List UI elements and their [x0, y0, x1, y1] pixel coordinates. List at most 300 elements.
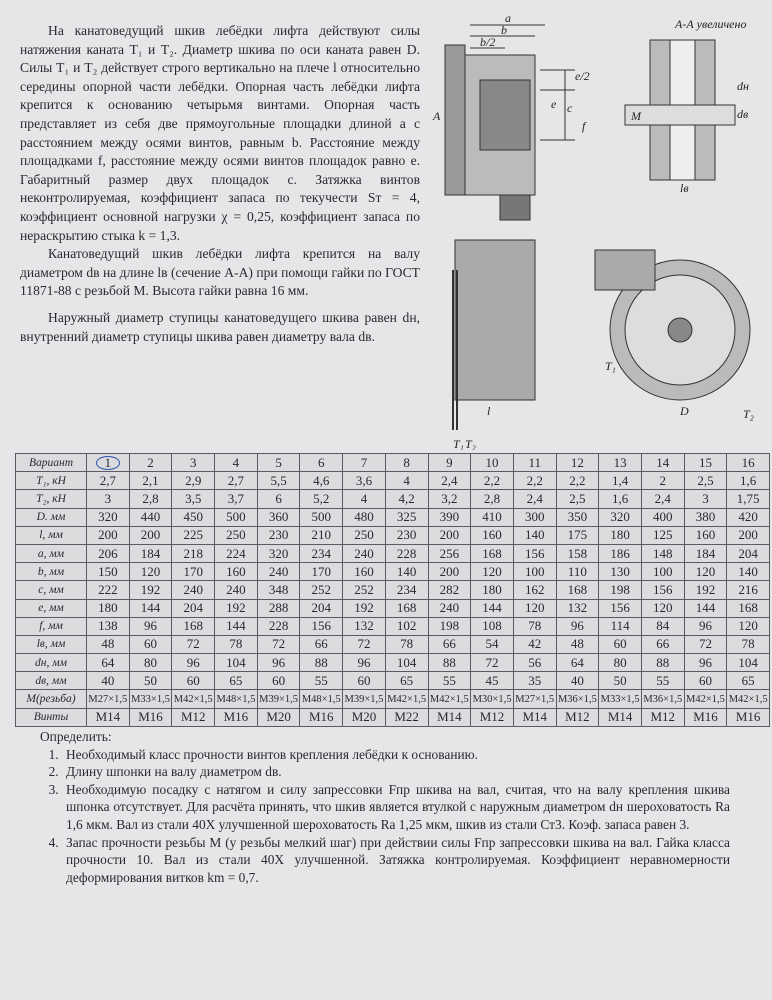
variant-number: 13 — [599, 454, 642, 472]
table-cell: 72 — [172, 635, 215, 653]
variant-number: 7 — [343, 454, 386, 472]
variant-number: 9 — [428, 454, 471, 472]
row-label: l, мм — [16, 526, 87, 544]
table-cell: 2,5 — [684, 472, 727, 490]
table-cell: 72 — [471, 654, 514, 672]
table-cell: 240 — [428, 599, 471, 617]
table-cell: 4 — [385, 472, 428, 490]
header-label: Вариант — [16, 454, 87, 472]
table-cell: 240 — [343, 544, 386, 562]
table-row — [16, 526, 770, 544]
table-cell: 180 — [599, 526, 642, 544]
table-cell: 204 — [727, 544, 770, 562]
table-cell: 60 — [257, 672, 300, 690]
variant-number: 16 — [727, 454, 770, 472]
table-cell: 180 — [87, 599, 130, 617]
table-cell: M20 — [343, 708, 386, 726]
table-cell: 72 — [684, 635, 727, 653]
table-cell: 65 — [385, 672, 428, 690]
table-cell: M14 — [87, 708, 130, 726]
table-cell: 184 — [684, 544, 727, 562]
table-cell: 72 — [343, 635, 386, 653]
table-cell: 222 — [87, 581, 130, 599]
table-cell: 480 — [343, 508, 386, 526]
table-cell: 2,9 — [172, 472, 215, 490]
label-dn: dн — [737, 79, 749, 93]
table-cell: M12 — [471, 708, 514, 726]
tasks-list — [40, 746, 730, 887]
table-cell: M36×1,5 — [556, 690, 599, 708]
table-cell: 5,5 — [257, 472, 300, 490]
table-cell: M42×1,5 — [727, 690, 770, 708]
table-cell: 200 — [727, 526, 770, 544]
table-cell: 400 — [641, 508, 684, 526]
table-cell: 168 — [385, 599, 428, 617]
table-cell: 228 — [257, 617, 300, 635]
table-cell: 350 — [556, 508, 599, 526]
task-item: 3. Необходимую посадку с натягом и силу запрессовки Fпр шкива на вал, считая, что на валу крепления шкива шпонка отсутствует. Для расчёта принять, что шкив является втулкой с наружным диаметром dн шероховатость Ra 1,6 мкм. Вал из стали 40Х улучшенной шероховатость Ra 1,25 мкм, шкив из стали Ст3. Коэф. запаса равен 3. — [62, 781, 730, 834]
table-cell: 1,6 — [727, 472, 770, 490]
variant-number — [87, 454, 130, 472]
table-cell: 186 — [599, 544, 642, 562]
table-cell: 144 — [684, 599, 727, 617]
table-cell: 88 — [428, 654, 471, 672]
table-cell: 256 — [428, 544, 471, 562]
problem-statement — [20, 22, 420, 346]
table-cell: 54 — [471, 635, 514, 653]
table-cell: 60 — [684, 672, 727, 690]
intro-paragraph-1: На канатоведущий шкив лебёдки лифта действуют силы натяжения каната T₁ и T₂. Диаметр шкива по оси каната равен D. Силы T₁ и T₂ действует строго вертикально на плече l относительно середины опорной части лебёдки. Опорная часть лебёдки лифта крепится к основанию четырьмя винтами. Опорная часть представляет из себя две прямоугольные площадки длиной a с расстоянием между осями винтов, равным b. Расстояние между площадками f, расстояние между осями винтов площадок равно e. Габаритный размер двух площадок c. Затяжка винтов неконтролируемая, коэффициент запаса по текучести Sт = 4, коэффициент основной нагрузки χ = 0,25, коэффициент запаса по нераскрытию стыка k = 1,3. — [20, 23, 420, 243]
table-cell: M14 — [513, 708, 556, 726]
table-cell: M27×1,5 — [87, 690, 130, 708]
row-label: T₁, кН — [16, 472, 87, 490]
table-cell: 96 — [172, 654, 215, 672]
table-cell: 320 — [257, 544, 300, 562]
table-cell: M39×1,5 — [343, 690, 386, 708]
table-cell: M20 — [257, 708, 300, 726]
table-cell: 348 — [257, 581, 300, 599]
table-cell: 120 — [727, 617, 770, 635]
table-cell: 206 — [87, 544, 130, 562]
table-cell: 3,5 — [172, 490, 215, 508]
row-label: T₂, кН — [16, 490, 87, 508]
table-cell: 84 — [641, 617, 684, 635]
winch-front-view — [453, 240, 535, 430]
table-cell: 320 — [87, 508, 130, 526]
table-cell: 168 — [172, 617, 215, 635]
row-label: lв, мм — [16, 635, 87, 653]
variant-number: 1 — [96, 456, 121, 470]
table-cell: 240 — [172, 581, 215, 599]
intro-paragraph-3: Наружный диаметр ступицы канатоведущего шкива равен dн, внутренний диаметр ступицы шкива равен диаметру вала dв. — [20, 309, 420, 344]
table-cell: 88 — [300, 654, 343, 672]
table-cell: 140 — [385, 563, 428, 581]
table-cell: 288 — [257, 599, 300, 617]
table-cell: 204 — [172, 599, 215, 617]
row-label: Винты — [16, 708, 87, 726]
table-cell: 250 — [343, 526, 386, 544]
table-cell: 96 — [257, 654, 300, 672]
task-item: 2. Длину шпонки на валу диаметром dв. — [62, 763, 730, 781]
table-cell: 4,2 — [385, 490, 428, 508]
table-cell: M12 — [556, 708, 599, 726]
row-label: f, мм — [16, 617, 87, 635]
table-cell: 228 — [385, 544, 428, 562]
table-cell: 96 — [684, 654, 727, 672]
table-cell: 2,2 — [513, 472, 556, 490]
table-cell: 78 — [215, 635, 258, 653]
intro-paragraph-2: Канатоведущий шкив лебёдки лифта крепится на валу диаметром dв на длине lв (сечение А-А) при помощи гайки по ГОСТ 11871-88 с резьбой M. Высота гайки равна 16 мм. — [20, 246, 420, 299]
table-cell: 500 — [215, 508, 258, 526]
table-cell: M30×1,5 — [471, 690, 514, 708]
table-cell: 3 — [684, 490, 727, 508]
table-cell: 204 — [300, 599, 343, 617]
table-cell: 108 — [471, 617, 514, 635]
label-c: c — [567, 101, 573, 115]
table-row — [16, 708, 770, 726]
table-cell: 2,7 — [87, 472, 130, 490]
table-cell: 88 — [641, 654, 684, 672]
table-cell: M33×1,5 — [599, 690, 642, 708]
table-cell: 282 — [428, 581, 471, 599]
table-cell: 210 — [300, 526, 343, 544]
table-cell: M42×1,5 — [428, 690, 471, 708]
table-cell: 156 — [513, 544, 556, 562]
table-cell: 104 — [385, 654, 428, 672]
table-cell: 200 — [129, 526, 172, 544]
table-cell: 144 — [471, 599, 514, 617]
winch-side-view — [445, 25, 575, 220]
table-cell: 160 — [215, 563, 258, 581]
table-cell: M36×1,5 — [641, 690, 684, 708]
table-cell: 1,75 — [727, 490, 770, 508]
table-row — [16, 563, 770, 581]
row-label: c, мм — [16, 581, 87, 599]
section-title: А-А увеличено — [675, 17, 747, 31]
table-cell: 55 — [300, 672, 343, 690]
table-cell: M48×1,5 — [215, 690, 258, 708]
table-cell: 64 — [556, 654, 599, 672]
tasks-section — [40, 728, 730, 886]
variant-number: 14 — [641, 454, 684, 472]
table-cell: 156 — [300, 617, 343, 635]
row-label: M(резьба) — [16, 690, 87, 708]
table-cell: 175 — [556, 526, 599, 544]
winch-drawing — [425, 10, 765, 450]
table-cell: 66 — [300, 635, 343, 653]
table-header-row — [16, 454, 770, 472]
table-cell: 125 — [641, 526, 684, 544]
table-cell: 3,2 — [428, 490, 471, 508]
table-cell: 224 — [215, 544, 258, 562]
variant-number: 15 — [684, 454, 727, 472]
table-cell: 240 — [215, 581, 258, 599]
table-cell: 4,6 — [300, 472, 343, 490]
label-section-a: А — [433, 109, 441, 123]
table-cell: 5,2 — [300, 490, 343, 508]
label-f: f — [582, 119, 586, 133]
table-cell: 218 — [172, 544, 215, 562]
row-label: a, мм — [16, 544, 87, 562]
label-dv: dв — [737, 107, 749, 121]
table-cell: 2,7 — [215, 472, 258, 490]
table-cell: M33×1,5 — [129, 690, 172, 708]
table-cell: 200 — [428, 563, 471, 581]
table-cell: 64 — [87, 654, 130, 672]
table-cell: 50 — [129, 672, 172, 690]
variant-number: 6 — [300, 454, 343, 472]
row-label: dв, мм — [16, 672, 87, 690]
table-cell: 2,4 — [641, 490, 684, 508]
table-cell: 4 — [343, 490, 386, 508]
variant-number: 4 — [215, 454, 258, 472]
table-cell: M22 — [385, 708, 428, 726]
row-label: e, мм — [16, 599, 87, 617]
table-cell: 410 — [471, 508, 514, 526]
section-a-a — [625, 40, 735, 180]
table-cell: 184 — [129, 544, 172, 562]
table-cell: 60 — [599, 635, 642, 653]
label-b: b — [501, 23, 507, 37]
label-a: a — [505, 11, 511, 25]
table-cell: 2,5 — [556, 490, 599, 508]
table-cell: 110 — [556, 563, 599, 581]
table-cell: M42×1,5 — [172, 690, 215, 708]
table-row — [16, 599, 770, 617]
tasks-title: Определить: — [40, 729, 112, 744]
table-cell: 3,7 — [215, 490, 258, 508]
table-cell: M16 — [300, 708, 343, 726]
label-e: e — [551, 97, 557, 111]
table-cell: 60 — [172, 672, 215, 690]
row-label: b, мм — [16, 563, 87, 581]
variant-number: 11 — [513, 454, 556, 472]
table-cell: 80 — [129, 654, 172, 672]
table-cell: 170 — [300, 563, 343, 581]
table-cell: 234 — [300, 544, 343, 562]
table-cell: 96 — [129, 617, 172, 635]
table-cell: 500 — [300, 508, 343, 526]
table-row — [16, 490, 770, 508]
table-cell: 1,4 — [599, 472, 642, 490]
table-cell: M42×1,5 — [385, 690, 428, 708]
table-cell: M14 — [599, 708, 642, 726]
table-cell: 420 — [727, 508, 770, 526]
table-cell: 2,8 — [129, 490, 172, 508]
table-cell: 198 — [599, 581, 642, 599]
table-cell: 168 — [727, 599, 770, 617]
row-label: dн, мм — [16, 654, 87, 672]
table-cell: 130 — [599, 563, 642, 581]
table-cell: 114 — [599, 617, 642, 635]
table-cell: 390 — [428, 508, 471, 526]
label-d: D — [680, 404, 689, 418]
table-cell: 138 — [87, 617, 130, 635]
table-cell: 55 — [641, 672, 684, 690]
table-cell: 78 — [513, 617, 556, 635]
table-cell: M12 — [172, 708, 215, 726]
table-cell: 144 — [129, 599, 172, 617]
table-cell: 140 — [727, 563, 770, 581]
table-cell: 65 — [215, 672, 258, 690]
table-cell: M42×1,5 — [684, 690, 727, 708]
table-cell: 192 — [215, 599, 258, 617]
table-cell: 104 — [215, 654, 258, 672]
label-t1-sheave: T₁ — [605, 359, 616, 373]
table-cell: 120 — [129, 563, 172, 581]
table-cell: 240 — [257, 563, 300, 581]
table-cell: 3 — [87, 490, 130, 508]
label-t1-front: T₁ — [453, 437, 464, 450]
table-row — [16, 472, 770, 490]
label-l: l — [487, 404, 491, 418]
table-cell: 192 — [343, 599, 386, 617]
label-m: M — [631, 109, 641, 123]
table-cell: 50 — [599, 672, 642, 690]
table-cell: 160 — [471, 526, 514, 544]
table-cell: 148 — [641, 544, 684, 562]
table-cell: 42 — [513, 635, 556, 653]
table-cell: 2 — [641, 472, 684, 490]
table-cell: M27×1,5 — [513, 690, 556, 708]
table-cell: 252 — [300, 581, 343, 599]
label-t2-front: T₂ — [465, 437, 476, 450]
table-cell: 66 — [428, 635, 471, 653]
table-cell: 320 — [599, 508, 642, 526]
table-cell: 100 — [641, 563, 684, 581]
table-row — [16, 544, 770, 562]
label-t2-sheave: T₂ — [743, 407, 754, 421]
task-item: 1. Необходимый класс прочности винтов крепления лебёдки к основанию. — [62, 746, 730, 764]
table-cell: 200 — [428, 526, 471, 544]
table-cell: 158 — [556, 544, 599, 562]
table-cell: 65 — [727, 672, 770, 690]
variant-number: 12 — [556, 454, 599, 472]
table-cell: M14 — [428, 708, 471, 726]
table-cell: 325 — [385, 508, 428, 526]
table-cell: M16 — [684, 708, 727, 726]
table-row — [16, 617, 770, 635]
variant-number: 5 — [257, 454, 300, 472]
table-cell: 40 — [87, 672, 130, 690]
table-cell: 1,6 — [599, 490, 642, 508]
table-cell: 234 — [385, 581, 428, 599]
table-cell: 160 — [684, 526, 727, 544]
table-cell: 60 — [129, 635, 172, 653]
table-row — [16, 635, 770, 653]
table-cell: M16 — [727, 708, 770, 726]
table-cell: 250 — [215, 526, 258, 544]
table-cell: 48 — [556, 635, 599, 653]
table-cell: 230 — [257, 526, 300, 544]
variant-number: 8 — [385, 454, 428, 472]
table-cell: M39×1,5 — [257, 690, 300, 708]
table-cell: 100 — [513, 563, 556, 581]
table-cell: 120 — [471, 563, 514, 581]
table-cell: 40 — [556, 672, 599, 690]
sheave-view — [595, 250, 750, 400]
table-cell: 150 — [87, 563, 130, 581]
table-cell: 6 — [257, 490, 300, 508]
table-cell: 35 — [513, 672, 556, 690]
table-cell: 198 — [428, 617, 471, 635]
table-cell: 66 — [641, 635, 684, 653]
table-cell: 160 — [343, 563, 386, 581]
table-cell: 170 — [172, 563, 215, 581]
table-cell: 55 — [428, 672, 471, 690]
variant-number: 2 — [129, 454, 172, 472]
table-cell: 48 — [87, 635, 130, 653]
table-cell: 120 — [684, 563, 727, 581]
table-cell: 192 — [129, 581, 172, 599]
table-cell: 80 — [599, 654, 642, 672]
table-cell: 96 — [556, 617, 599, 635]
table-cell: 120 — [641, 599, 684, 617]
variant-number: 3 — [172, 454, 215, 472]
table-cell: 225 — [172, 526, 215, 544]
table-cell: 168 — [471, 544, 514, 562]
label-b-half: b/2 — [480, 35, 496, 49]
table-cell: 156 — [599, 599, 642, 617]
table-cell: 56 — [513, 654, 556, 672]
table-cell: 96 — [684, 617, 727, 635]
table-cell: 200 — [87, 526, 130, 544]
table-cell: M12 — [641, 708, 684, 726]
table-row — [16, 581, 770, 599]
table-cell: 144 — [215, 617, 258, 635]
table-cell: 3,6 — [343, 472, 386, 490]
table-cell: 120 — [513, 599, 556, 617]
table-cell: M48×1,5 — [300, 690, 343, 708]
table-cell: 380 — [684, 508, 727, 526]
table-cell: 78 — [385, 635, 428, 653]
table-cell: 132 — [343, 617, 386, 635]
variant-number: 10 — [471, 454, 514, 472]
table-cell: 78 — [727, 635, 770, 653]
table-cell: 72 — [257, 635, 300, 653]
label-lv: lв — [680, 181, 689, 195]
table-cell: 450 — [172, 508, 215, 526]
table-cell: 140 — [513, 526, 556, 544]
table-cell: 2,1 — [129, 472, 172, 490]
table-cell: M16 — [215, 708, 258, 726]
variants-table — [15, 453, 770, 727]
table-cell: 104 — [727, 654, 770, 672]
table-cell: 60 — [343, 672, 386, 690]
table-cell: 2,2 — [471, 472, 514, 490]
table-cell: 2,2 — [556, 472, 599, 490]
table-cell: 162 — [513, 581, 556, 599]
table-cell: 440 — [129, 508, 172, 526]
table-row — [16, 654, 770, 672]
table-cell: M16 — [129, 708, 172, 726]
table-cell: 2,4 — [513, 490, 556, 508]
table-cell: 102 — [385, 617, 428, 635]
task-item: 4. Запас прочности резьбы M (у резьбы мелкий шаг) при действии силы Fпр запрессовки шкива на вал. Гайка класса прочности 10. Вал из стали 40Х улучшенной. Затяжка контролируемая. Коэффициент неравномерности деформирования витков km = 0,7. — [62, 834, 730, 887]
table-row — [16, 672, 770, 690]
table-cell: 45 — [471, 672, 514, 690]
table-cell: 168 — [556, 581, 599, 599]
table-row — [16, 508, 770, 526]
table-cell: 216 — [727, 581, 770, 599]
table-cell: 300 — [513, 508, 556, 526]
table-cell: 2,4 — [428, 472, 471, 490]
label-e-half: e/2 — [575, 69, 590, 83]
table-cell: 192 — [684, 581, 727, 599]
table-row — [16, 690, 770, 708]
table-cell: 96 — [343, 654, 386, 672]
table-cell: 252 — [343, 581, 386, 599]
